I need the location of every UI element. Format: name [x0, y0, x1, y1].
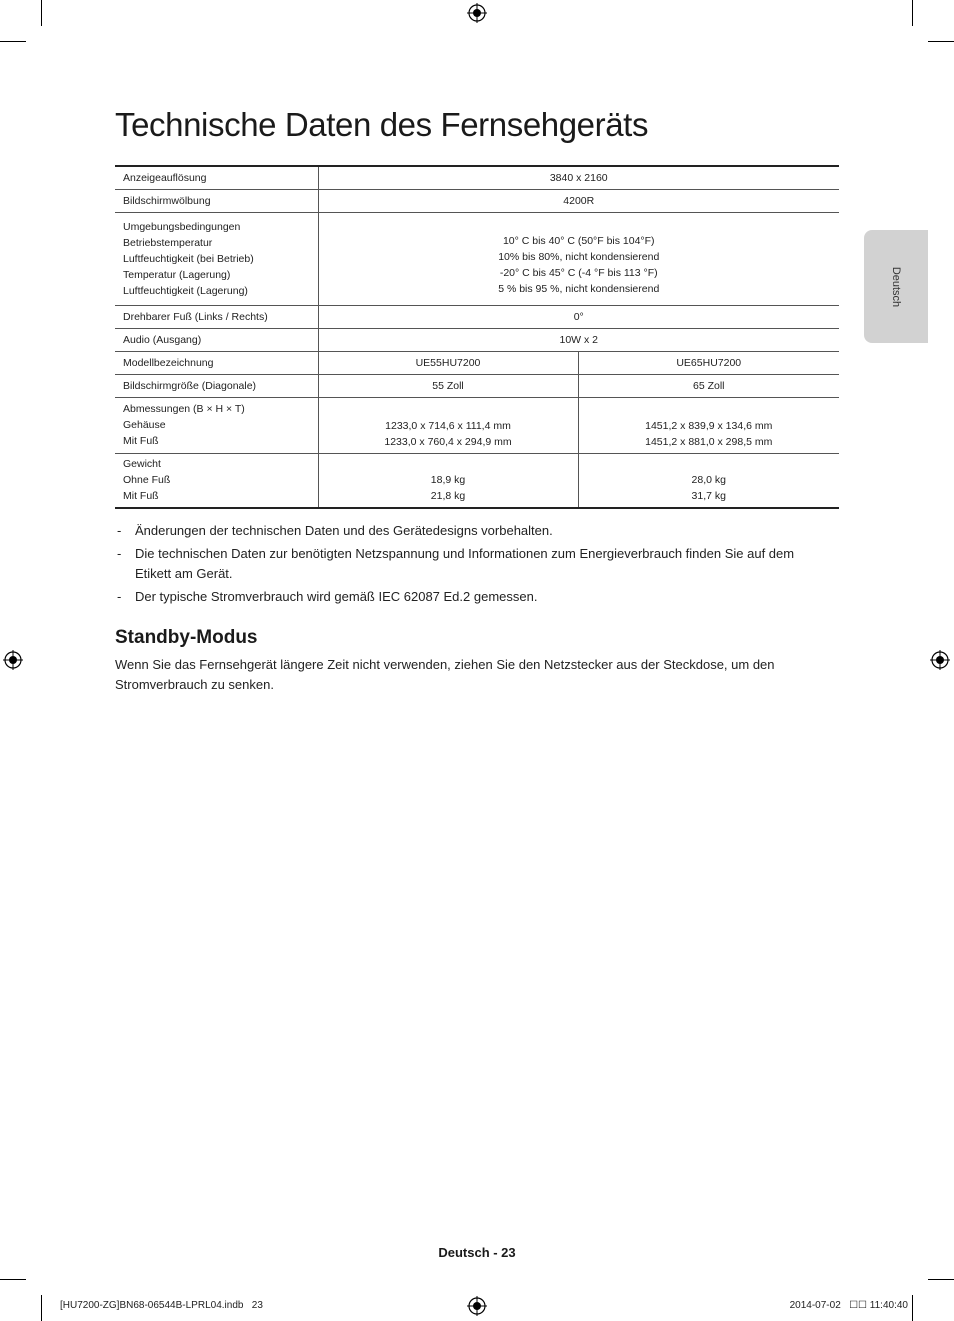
row-label-line: Luftfeuchtigkeit (bei Betrieb) — [123, 252, 254, 265]
crop-mark-bottom-left — [41, 1295, 42, 1321]
crop-mark-top-left-h — [0, 41, 26, 42]
row-value-55: 55 Zoll — [318, 374, 578, 397]
row-value-line: -20° C bis 45° C (-4 °F bis 113 °F) — [499, 266, 658, 279]
section-body-standby: Wenn Sie das Fernsehgerät längere Zeit nicht verwenden, ziehen Sie den Netzstecker aus der Steckdose, um den Stromverbrauch zu senken. — [115, 657, 775, 692]
row-value-line: 18,9 kg — [430, 474, 466, 486]
row-label-line: Mit Fuß — [123, 435, 159, 447]
row-label — [115, 397, 318, 453]
row-label: Drehbarer Fuß (Links / Rechts) — [115, 305, 318, 328]
registration-crosshair-icon — [3, 650, 23, 670]
row-value-line: 1451,2 x 881,0 x 298,5 mm — [645, 435, 773, 448]
footer-file-info: [HU7200-ZG]BN68-06544B-LPRL04.indb 23 — [60, 1300, 263, 1311]
row-value-line: 10° C bis 40° C (50°F bis 104°F) — [502, 234, 655, 247]
page-number: Deutsch - 23 — [438, 1245, 516, 1260]
spec-table — [115, 165, 839, 509]
list-dash: - — [117, 546, 122, 561]
list-item — [115, 544, 815, 584]
table-row — [115, 397, 839, 453]
row-value-line: 31,7 kg — [691, 490, 726, 502]
registration-crosshair-icon — [930, 650, 950, 670]
table-row — [115, 374, 839, 397]
list-dash: - — [117, 523, 122, 538]
crop-mark-top-right — [912, 0, 913, 26]
row-label-line: Mit Fuß — [123, 490, 159, 503]
crop-mark-bottom-right — [912, 1295, 913, 1321]
row-label-line: Gehäuse — [123, 419, 166, 431]
crop-mark-bottom-right-h — [928, 1279, 954, 1280]
row-value-55 — [318, 453, 578, 508]
page-title: Technische Daten des Fernsehgeräts — [115, 106, 649, 143]
row-label: Modellbezeichnung — [115, 351, 318, 374]
row-value-line: 1233,0 x 714,6 x 111,4 mm — [385, 419, 511, 432]
row-label: Anzeigeauflösung — [115, 166, 318, 189]
row-label-line: Luftfeuchtigkeit (Lagerung) — [123, 284, 248, 297]
crop-mark-top-right-h — [928, 41, 954, 42]
row-label: Bildschirmgröße (Diagonale) — [115, 374, 318, 397]
note-text: Der typische Stromverbrauch wird gemäß IEC 62087 Ed.2 gemessen. — [135, 589, 538, 604]
note-text: Die technischen Daten zur benötigten Netzspannung und Informationen zum Energieverbrauch finden Sie auf dem Etikett am Gerät. — [135, 546, 795, 581]
row-label-line: Abmessungen (B × H × T) — [123, 403, 245, 415]
row-label — [115, 212, 318, 305]
row-value: 10W x 2 — [559, 333, 598, 346]
row-label-line: Umgebungsbedingungen — [123, 220, 241, 233]
crop-mark-top-left — [41, 0, 42, 26]
row-value-65: UE65HU7200 — [676, 356, 742, 369]
row-value-line: 10% bis 80%, nicht kondensierend — [498, 250, 660, 263]
row-label: Audio (Ausgang) — [115, 328, 318, 351]
row-value-line: 1233,0 x 760,4 x 294,9 mm — [384, 435, 512, 448]
row-value-55 — [318, 397, 578, 453]
list-item — [115, 521, 815, 541]
row-value-55: UE55HU7200 — [318, 351, 578, 374]
table-row — [115, 351, 839, 374]
row-value-65 — [578, 397, 839, 453]
row-value: 3840 x 2160 — [549, 171, 608, 184]
row-value-line: 28,0 kg — [691, 474, 726, 486]
row-value-65: 65 Zoll — [692, 379, 725, 392]
row-value-line: 5 % bis 95 %, nicht kondensierend — [498, 282, 660, 295]
row-value-line: 21,8 kg — [430, 490, 466, 502]
footer-timestamp: 2014-07-02 ☐☐ 11:40:40 — [789, 1300, 908, 1311]
row-label: Bildschirmwölbung — [115, 189, 318, 212]
row-value: 4200R — [563, 194, 595, 207]
table-row — [115, 328, 839, 351]
row-value: 0° — [573, 310, 584, 323]
note-text: Änderungen der technischen Daten und des Gerätedesigns vorbehalten. — [135, 523, 553, 538]
registration-crosshair-icon — [467, 3, 487, 23]
row-label-line: Betriebstemperatur — [123, 236, 213, 249]
table-row — [115, 189, 839, 212]
language-side-tab — [864, 230, 928, 343]
list-item — [115, 587, 815, 607]
crop-mark-bottom-left-h — [0, 1279, 26, 1280]
row-label — [115, 453, 318, 508]
list-dash: - — [117, 589, 122, 604]
row-label-line: Gewicht — [123, 458, 161, 471]
row-value-65 — [578, 453, 839, 508]
section-title-standby: Standby-Modus — [115, 627, 258, 648]
table-row — [115, 166, 839, 189]
table-row — [115, 212, 839, 305]
side-tab-label: Deutsch — [890, 266, 902, 307]
notes-list — [115, 521, 815, 610]
table-row — [115, 453, 839, 508]
row-label-line: Ohne Fuß — [123, 474, 171, 487]
registration-crosshair-icon — [467, 1296, 487, 1316]
table-row — [115, 305, 839, 328]
row-value-line: 1451,2 x 839,9 x 134,6 mm — [645, 419, 773, 432]
row-label-line: Temperatur (Lagerung) — [123, 268, 231, 281]
row-value — [318, 212, 839, 305]
